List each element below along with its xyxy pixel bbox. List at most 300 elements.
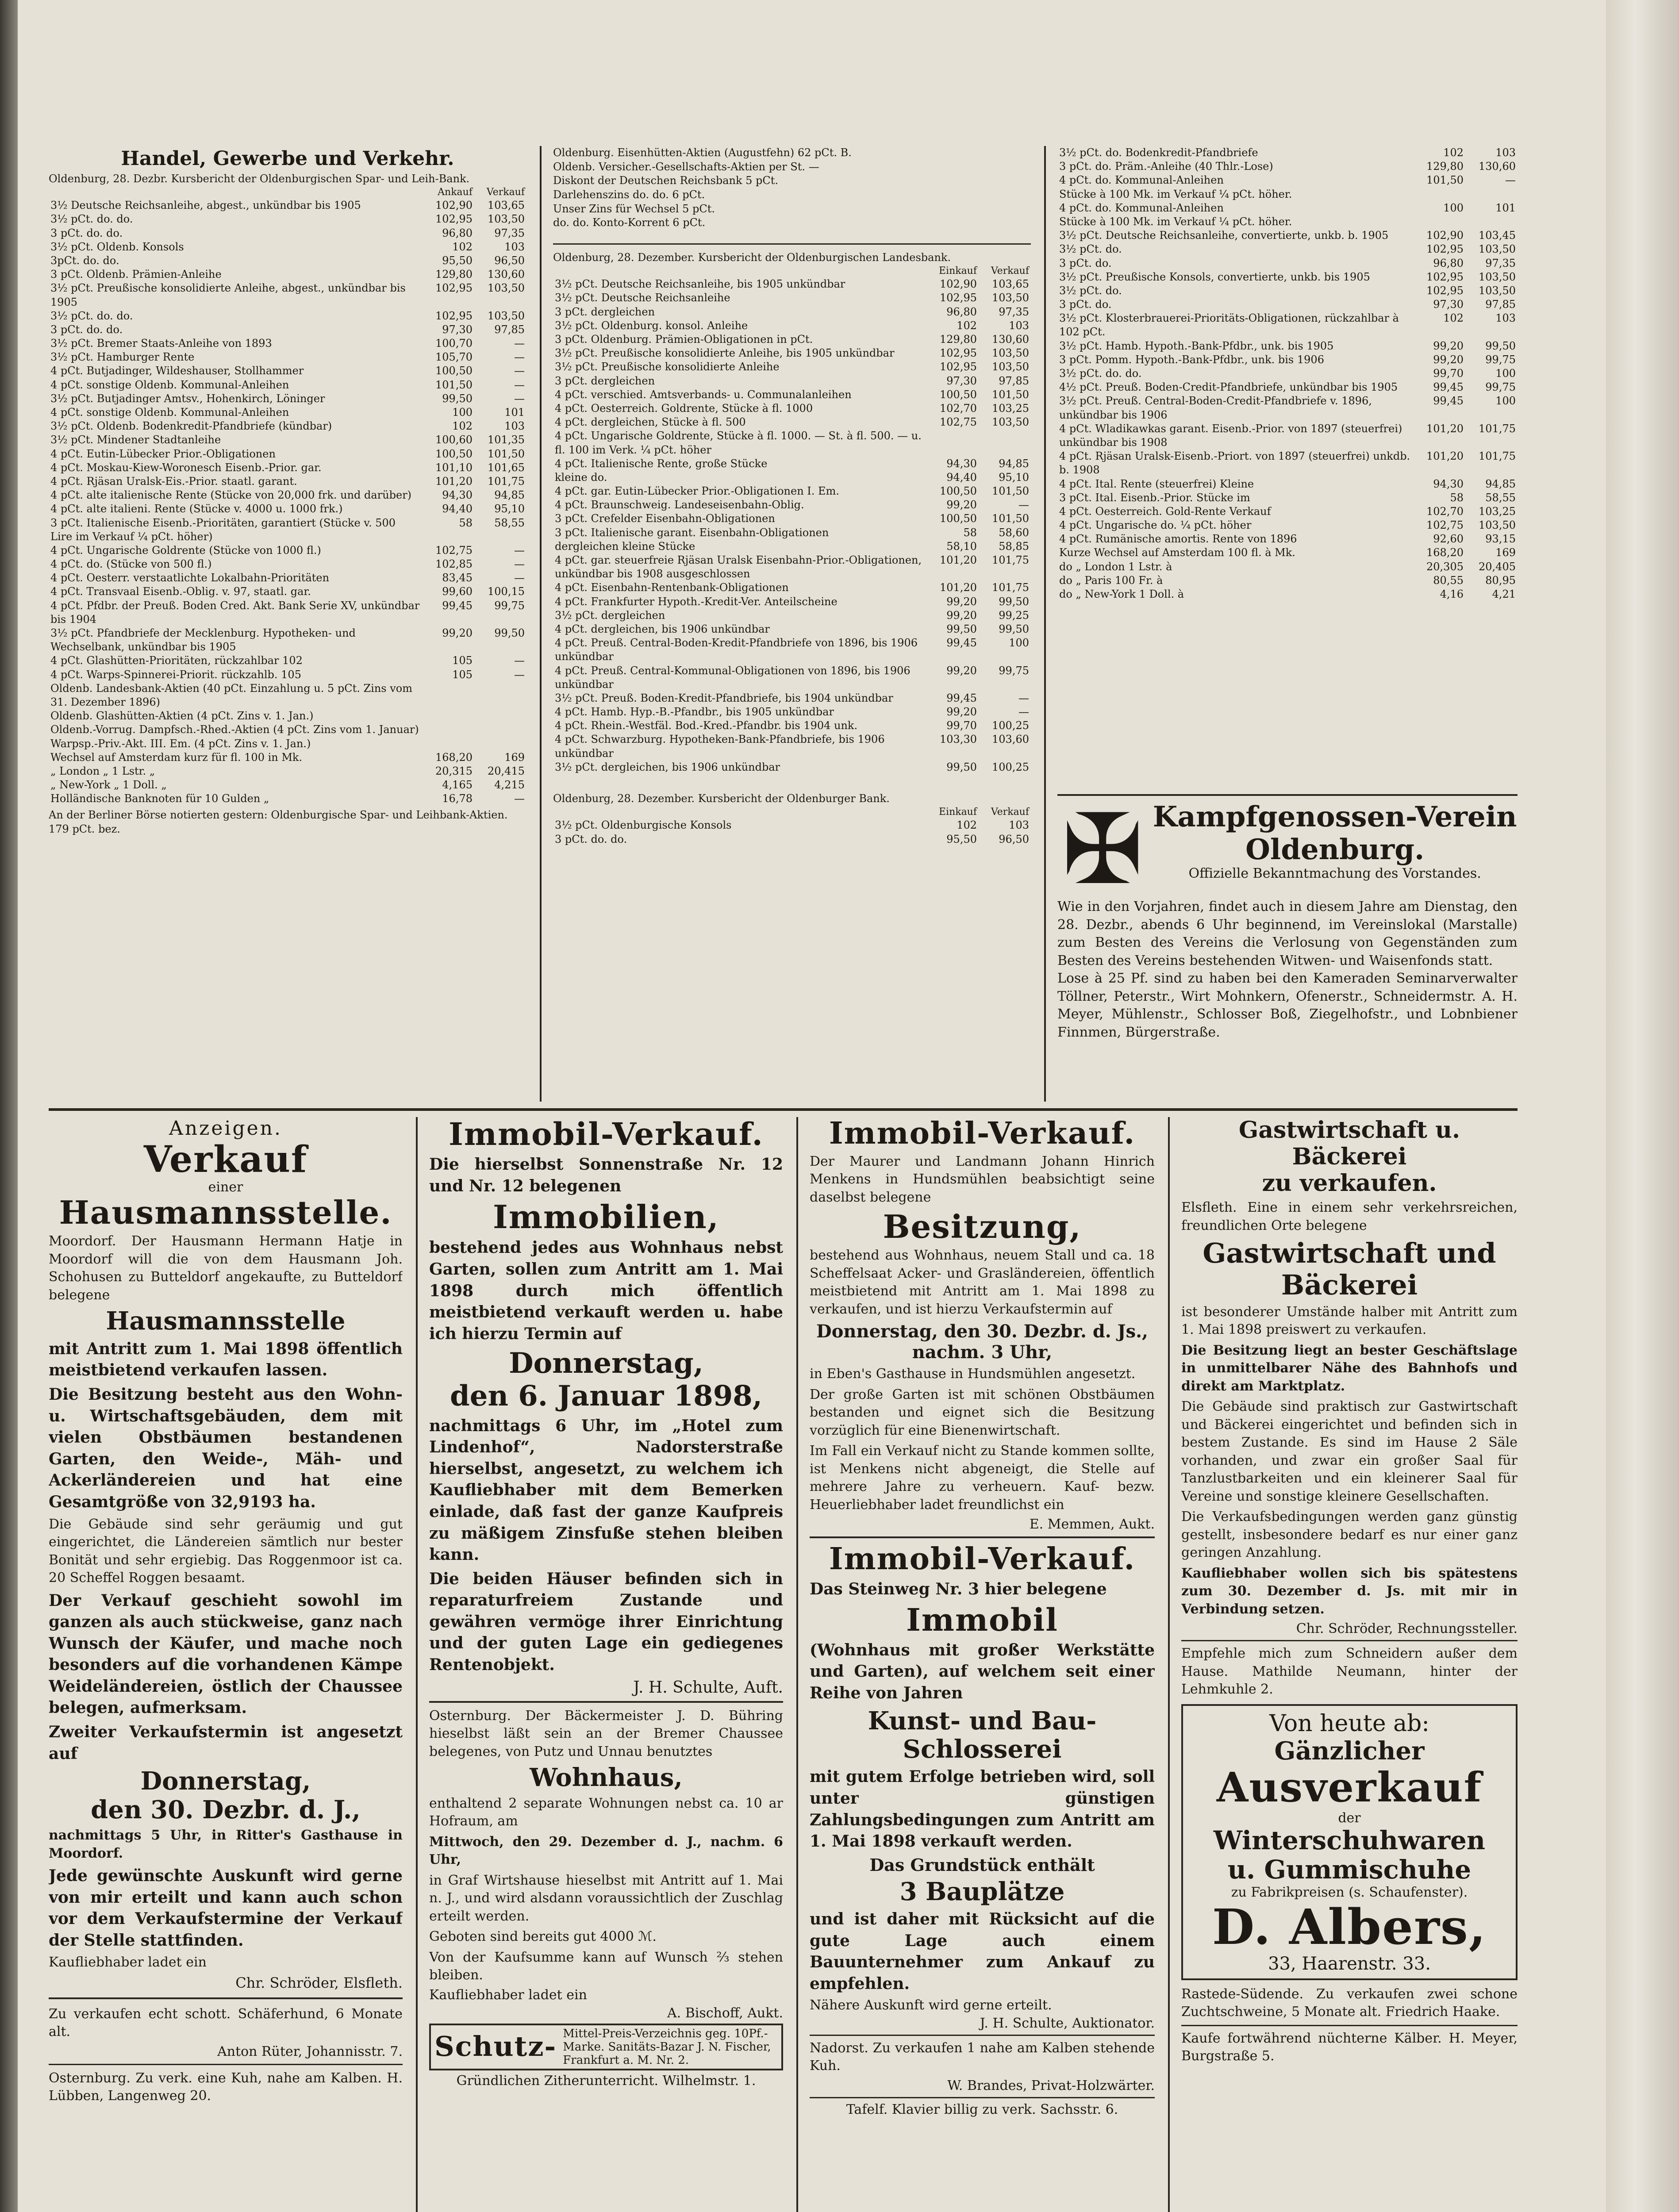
col-verkauf: Verkauf <box>486 186 525 198</box>
landesbank-row <box>553 705 1031 719</box>
handel-row <box>49 571 526 585</box>
rate-label: 4 pCt. Rumänische amortis. Rente von 1896 <box>1059 533 1297 545</box>
rate-buy: 97,30 <box>946 374 977 387</box>
landesbank-row <box>553 291 1031 305</box>
rate-buy: 96,80 <box>1433 257 1464 269</box>
rate-label: 4 pCt. Oesterreich. Gold-Rente Verkauf <box>1059 505 1271 518</box>
rate-sell: 101,65 <box>488 461 525 474</box>
ad2-p8: Geboten sind bereits gut 4000 ℳ. <box>429 1929 657 1945</box>
rate-buy: 102,95 <box>1426 270 1464 283</box>
rate-label: Holländische Banknoten für 10 Gulden „ <box>50 792 269 805</box>
rate-label: 3½ pCt. dergleichen, bis 1906 unkündbar <box>555 760 780 773</box>
rate-label: 4 pCt. sonstige Oldenb. Kommunal-Anleihen <box>50 406 289 419</box>
mid-top-row: Oldenburg. Eisenhütten-Aktien (Augustfehn) 62 pCt. B. <box>553 146 852 159</box>
rate-sell: 130,60 <box>488 268 525 281</box>
landesbank-table <box>553 265 1031 774</box>
right-rate-row <box>1057 284 1518 298</box>
ad3-p10: und ist daher mit Rücksicht auf die gute Lage auch einem Bauunternehmer zum Ankauf zu empfehlen. <box>810 1910 1155 1993</box>
right-table <box>1057 146 1518 601</box>
ad4-p5: Die Verkaufsbedingungen werden ganz günstig gestellt, insbesondere bedarf es nur einer ganz geringen Anzahlung. <box>1181 1509 1518 1561</box>
ad2-p2: bestehend jedes aus Wohnhaus nebst Garten, sollen zum Antritt am 1. Mai 1898 durch mich öffentlich meistbietend verkauft werden u. habe ich hierzu Termin auf <box>429 1238 783 1343</box>
rate-buy: 100 <box>1443 201 1464 214</box>
rate-sell: 103,50 <box>992 416 1029 429</box>
ad3-small-1: Nadorst. Zu verkaufen 1 nahe am Kalben stehende Kuh. <box>810 2040 1155 2074</box>
rate-buy: 99,50 <box>946 622 977 635</box>
rate-label: do „ Paris 100 Fr. à <box>1059 574 1163 587</box>
landesbank-row <box>553 691 1031 705</box>
rate-label: Warpsp.-Priv.-Akt. III. Em. (4 pCt. Zins v. 1. Jan.) <box>50 737 311 750</box>
rate-buy: 101,20 <box>940 554 977 567</box>
landesbank-title: Oldenburg, 28. Dezember. Kursbericht der Oldenburgischen Landesbank. <box>553 251 951 264</box>
rate-label: 3½ pCt. Deutsche Reichsanleihe, convertierte, unkb. b. 1905 <box>1059 229 1389 242</box>
right-rate-row <box>1057 574 1518 588</box>
immobil-verkauf-ad-2 <box>810 1117 1155 2212</box>
rate-buy: 100,50 <box>435 365 473 377</box>
rate-buy: 102,95 <box>435 309 473 322</box>
rate-label: 4 pCt. Ital. Rente (steuerfrei) Kleine <box>1059 477 1254 490</box>
rate-sell: 103,60 <box>992 733 1029 746</box>
rate-sell: 103 <box>504 240 525 253</box>
rate-buy: 92,60 <box>1433 533 1464 545</box>
rate-buy <box>1413 215 1465 229</box>
handel-row <box>49 323 526 337</box>
rate-label: do „ New-York 1 Doll. à <box>1059 588 1184 600</box>
ad3-signature-2: J. H. Schulte, Auktionator. <box>980 2015 1155 2031</box>
hausmannsstelle-title-2: Hausmannsstelle <box>106 1306 346 1336</box>
rate-sell: — <box>514 378 525 391</box>
anzeigen-heading: Anzeigen. <box>169 1117 282 1140</box>
rate-sell: 97,35 <box>494 227 525 239</box>
rate-sell: — <box>1018 691 1029 704</box>
rate-buy: 102 <box>1443 146 1464 159</box>
handel-row <box>49 227 526 240</box>
rate-sell: 58,60 <box>999 526 1029 539</box>
divider <box>1181 2025 1518 2026</box>
ad4-title-2: Gastwirtschaft und <box>1203 1237 1496 1270</box>
newspaper-page <box>18 0 1606 2212</box>
rate-sell: 100 <box>1495 367 1516 380</box>
divider <box>1181 1640 1518 1641</box>
rate-buy: 99,20 <box>946 595 977 608</box>
rate-buy: 83,45 <box>442 572 473 584</box>
landesbank-row <box>553 733 1031 760</box>
rate-sell: 103,25 <box>992 402 1029 415</box>
rate-buy <box>422 682 474 709</box>
rate-label: 3 pCt. dergleichen <box>555 374 655 387</box>
rate-label: 3 pCt. do. do. <box>555 833 627 845</box>
ad3-small-2: Tafelf. Klavier billig zu verk. Sachsstr. 6. <box>846 2101 1118 2117</box>
rate-sell: 103 <box>1495 312 1516 325</box>
landesbank-row <box>553 622 1031 636</box>
rate-label: 4 pCt. Schwarzburg. Hypotheken-Bank-Pfandbriefe, bis 1906 unkündbar <box>555 733 885 760</box>
rate-label: 3½ pCt. do. Bodenkredit-Pfandbriefe <box>1059 146 1258 159</box>
rate-label: 4 pCt. do. Kommunal-Anleihen <box>1059 201 1224 214</box>
rate-sell: 97,85 <box>999 374 1029 387</box>
rate-label: 3 pCt. Oldenburg. Prämien-Obligationen in pCt. <box>555 333 813 346</box>
ad4-small-3: Kaufe fortwährend nüchterne Kälber. H. Meyer, Burgstraße 5. <box>1181 2030 1518 2064</box>
rate-buy: 101,20 <box>1426 450 1464 463</box>
rate-buy: 102 <box>957 819 977 832</box>
rate-label: 3½ pCt. Preuß. Central-Boden-Credit-Pfandbriefe v. 1896, unkündbar bis 1906 <box>1059 395 1372 421</box>
rate-buy: 100,50 <box>940 485 977 498</box>
right-rate-row <box>1057 201 1518 215</box>
handel-row <box>49 475 526 488</box>
rate-buy: 100,50 <box>940 388 977 401</box>
rate-label: 3½ pCt. Preußische konsolidierte Anleihe, bis 1905 unkündbar <box>555 347 895 360</box>
rate-sell: 169 <box>1495 546 1516 559</box>
col-einkauf-2: Einkauf <box>938 806 977 818</box>
handel-row <box>49 544 526 557</box>
ad4-p2: ist besonderer Umstände halber mit Antritt zum 1. Mai 1898 preiswert zu verkaufen. <box>1181 1304 1518 1338</box>
ad4-gaenzlicher: Gänzlicher <box>1274 1736 1425 1766</box>
rate-label: 3½ pCt. Deutsche Reichsanleihe, bis 1905 unkündbar <box>555 278 845 291</box>
rate-sell: — <box>1505 174 1516 187</box>
ad2-p10: Kaufliebhaber ladet ein <box>429 1987 587 2003</box>
rate-buy: 80,55 <box>1433 574 1464 587</box>
handel-row <box>49 723 526 737</box>
rate-buy: 102,95 <box>435 213 473 226</box>
rate-sell <box>474 737 526 751</box>
handel-row <box>49 419 526 433</box>
rate-label: 4 pCt. Preuß. Central-Kommunal-Obligationen von 1896, bis 1906 unkündbar <box>555 664 911 691</box>
rate-label: 3½ pCt. do. <box>1059 284 1122 297</box>
rate-buy: 100,60 <box>435 434 473 446</box>
rate-label: 4 pCt. Butjadinger, Wildeshauser, Stollhammer <box>50 365 304 377</box>
rate-buy: 97,30 <box>442 323 473 336</box>
rate-buy: 97,30 <box>1433 298 1464 311</box>
rate-label: 4 pCt. sonstige Oldenb. Kommunal-Anleihen <box>50 378 289 391</box>
landesbank-row <box>553 636 1031 664</box>
right-rate-row <box>1057 477 1518 491</box>
rate-label: 3 pCt. do. do. <box>50 323 123 336</box>
ad4-p4: Die Gebäude sind praktisch zur Gastwirtschaft und Bäckerei eingerichtet und befinden sich in bestem Zustande. Es sind im Hause 2 Säle vorhanden, und zwar ein großer Saal für Tanzlustbarkeiten und ein kleinerer Saal für Vereine und sonstige kleinere Gesellschaften. <box>1181 1399 1518 1504</box>
verkauf-title: Verkauf <box>143 1138 308 1181</box>
ad3-p8: mit gutem Erfolge betrieben wird, soll unter günstigen Zahlungsbedingungen zum Antritt am 1. Mai 1898 verkauft werden. <box>810 1767 1155 1851</box>
right-rates-column <box>1057 146 1518 787</box>
handel-row <box>49 751 526 764</box>
rate-sell: 96,50 <box>494 254 525 267</box>
rate-sell: 20,405 <box>1479 560 1516 573</box>
right-rate-row <box>1057 339 1518 353</box>
rate-label: 4 pCt. dergleichen, Stücke à fl. 500 <box>555 416 746 429</box>
divider <box>1057 794 1518 796</box>
handel-row <box>49 309 526 323</box>
landesbank-row <box>553 457 1031 471</box>
rate-label: 4 pCt. dergleichen, bis 1906 unkündbar <box>555 622 770 635</box>
ad3-small-1b: W. Brandes, Privat-Holzwärter. <box>947 2078 1155 2093</box>
rate-sell: 58,55 <box>494 516 525 529</box>
rate-sell: 103,50 <box>992 292 1029 304</box>
rate-buy: 102,95 <box>1426 243 1464 256</box>
right-rate-row <box>1057 422 1518 449</box>
right-rate-row <box>1057 173 1518 187</box>
right-rate-row <box>1057 546 1518 560</box>
rate-sell: 94,85 <box>999 457 1029 470</box>
rate-label: 3pCt. do. do. <box>50 254 119 267</box>
rate-sell: 4,215 <box>494 779 525 791</box>
rate-buy: 99,45 <box>946 691 977 704</box>
col-verkauf: Verkauf <box>991 265 1029 276</box>
rate-sell: 103,50 <box>488 309 525 322</box>
ad4-small: Empfehle mich zum Schneidern außer dem Hause. Mathilde Neumann, hinter der Lehmkuhle 2. <box>1181 1646 1518 1697</box>
ad3-p2: bestehend aus Wohnhaus, neuem Stall und ca. 18 Scheffelsaat Acker- und Grasländereien, öffentlich meistbietend mit Antritt am 1. Mai 1898 zu verkaufen, und ist hierzu Verkaufstermin auf <box>810 1248 1155 1317</box>
divider <box>49 1997 403 1999</box>
rate-label: 4 pCt. Eutin-Lübecker Prior.-Obligationen <box>50 447 276 460</box>
landesbank-row <box>553 526 1031 540</box>
handel-row <box>49 461 526 475</box>
landesbank-row <box>553 719 1031 733</box>
rate-label: „ New-York „ 1 Doll. „ <box>50 779 167 791</box>
rate-sell: 99,75 <box>1485 353 1516 366</box>
rate-label: 4 pCt. do. (Stücke von 500 fl.) <box>50 558 212 571</box>
rate-sell: 100,25 <box>992 760 1029 773</box>
ad3-p3: in Eben's Gasthause in Hundsmühlen angesetzt. <box>810 1366 1136 1382</box>
right-rate-row <box>1057 380 1518 394</box>
rate-sell: 97,85 <box>1485 298 1516 311</box>
column-divider <box>540 146 542 1102</box>
rate-buy: 101,50 <box>1426 174 1464 187</box>
rate-sell <box>474 682 526 709</box>
ad2-p6: enthaltend 2 separate Wohnungen nebst ca. 10 ar Hofraum, am <box>429 1795 783 1829</box>
rate-buy: 101,20 <box>940 581 977 594</box>
rate-label: 3 pCt. do. Präm.-Anleihe (40 Thlr.-Lose) <box>1059 160 1273 173</box>
ad4-title-3: Bäckerei <box>1281 1268 1418 1301</box>
right-rate-row <box>1057 353 1518 367</box>
handel-row <box>49 406 526 419</box>
rate-label: 4 pCt. Preuß. Central-Boden-Kredit-Pfandbriefe von 1896, bis 1906 unkündbar <box>555 637 918 663</box>
rate-buy: 100,50 <box>940 512 977 525</box>
ad2-title-3: Wohnhaus, <box>530 1763 683 1793</box>
rate-sell: 101,50 <box>992 512 1029 525</box>
rate-label: 4 pCt. Hamb. Hyp.-B.-Pfandbr., bis 1905 unkündbar <box>555 706 834 718</box>
ad3-date: Donnerstag, den 30. Dezbr. d. Js., nachm. 3 Uhr, <box>816 1321 1148 1363</box>
rate-buy: 99,70 <box>946 719 977 732</box>
mid-top-row: Unser Zins für Wechsel 5 pCt. <box>553 202 715 215</box>
rate-buy: 102,85 <box>435 558 473 571</box>
handel-row <box>49 516 526 544</box>
rate-sell: 100 <box>1009 637 1029 649</box>
kampfgenossen-ad <box>1057 801 1518 1102</box>
landesbank-row <box>553 760 1031 774</box>
rate-buy: 105 <box>452 654 473 667</box>
ad3-signature: E. Memmen, Aukt. <box>1029 1517 1155 1532</box>
rate-sell: 97,35 <box>999 305 1029 318</box>
rate-sell: 103,50 <box>1479 284 1516 297</box>
handel-column <box>49 146 526 1102</box>
ad2-p3: nachmittags 6 Uhr, im „Hotel zum Lindenhof“, Nadorsterstraße hierselbst, angesetzt, zu welchem ich Kaufliebhaber mit dem Bemerken einlade, daß fast der ganze Kaufpreis zu mäßigem Zinsfuße stehen bleiben kann. <box>429 1416 783 1564</box>
rate-label: 3½ pCt. dergleichen <box>555 609 665 622</box>
landesbank-row <box>553 388 1031 402</box>
rate-sell: 99,75 <box>1485 381 1516 394</box>
rate-sell: 99,50 <box>999 595 1029 608</box>
landesbank-row <box>553 429 1031 457</box>
rate-buy: 101,10 <box>435 461 473 474</box>
rate-buy: 129,80 <box>1426 160 1464 173</box>
right-rate-row <box>1057 229 1518 242</box>
rate-sell: 101,75 <box>488 475 525 488</box>
rate-buy: 58 <box>1450 491 1464 504</box>
rate-sell: 97,35 <box>1485 257 1516 269</box>
handel-table <box>49 186 526 806</box>
rate-sell: 99,75 <box>494 599 525 612</box>
rate-sell <box>474 723 526 737</box>
handel-row <box>49 737 526 751</box>
rate-label: 4 pCt. alte italieni. Rente (Stücke v. 4000 u. 1000 frk.) <box>50 503 343 515</box>
handel-row <box>49 254 526 268</box>
ad2-p5: Osternburg. Der Bäckermeister J. D. Bühring hieselbst läßt sein an der Bremer Chaussee belegenes, von Putz und Unnau benutztes <box>429 1708 783 1759</box>
rate-sell: 103 <box>504 420 525 433</box>
ad1-p3: Die Besitzung besteht aus den Wohn- u. Wirtschaftsgebäuden, dem mit vielen Obstbäumen bestandenen Garten, den Weide-, Mäh- und Ackerländereien und hat eine Gesamtgröße von 32,9193 ha. <box>49 1385 403 1511</box>
rate-label: 4 pCt. Oesterr. verstaatlichte Lokalbahn-Prioritäten <box>50 572 330 584</box>
rate-sell: 103 <box>1009 319 1029 332</box>
rate-sell: 100,15 <box>488 585 525 598</box>
rate-label: „ London „ 1 Lstr. „ <box>50 764 155 777</box>
rate-buy: 94,30 <box>946 457 977 470</box>
handel-row <box>49 654 526 668</box>
column-divider <box>416 1117 418 2212</box>
hausmannsstelle-ad <box>49 1117 403 2212</box>
ad4-ausverkauf: Ausverkauf <box>1216 1763 1483 1812</box>
handel-subtitle: Oldenburg, 28. Dezbr. Kursbericht der Oldenburgischen Spar- und Leih-Bank. <box>49 172 470 185</box>
landesbank-row <box>553 581 1031 595</box>
rate-buy: 102,90 <box>940 278 977 291</box>
ad1-small-1: Zu verkaufen echt schott. Schäferhund, 6 Monate alt. <box>49 2006 403 2040</box>
rate-sell: 101,35 <box>488 434 525 446</box>
rate-sell: 95,10 <box>999 471 1029 484</box>
rate-label: Oldenb. Landesbank-Aktien (40 pCt. Einzahlung u. 5 pCt. Zins vom 31. Dezember 1896) <box>50 682 412 708</box>
handel-row <box>49 433 526 447</box>
ad4-title-b: zu verkaufen. <box>1262 1169 1437 1197</box>
handel-row <box>49 268 526 281</box>
rate-buy: 99,45 <box>946 637 977 649</box>
rate-buy: 99,20 <box>946 609 977 622</box>
rate-sell: 58,55 <box>1485 491 1516 504</box>
schutz-text: Mittel-Preis-Verzeichnis geg. 10Pf.-Marke. Sanitäts-Bazar J. N. Fischer, Frankfurt a. M. Nr. 2. <box>563 2027 771 2067</box>
rate-buy: 99,20 <box>1433 339 1464 352</box>
rate-buy: 58,10 <box>946 540 977 553</box>
ad3-title-7: 3 Bauplätze <box>899 1877 1065 1906</box>
ad4-p6: Kaufliebhaber wollen sich bis spätestens zum 30. Dezember d. Js. mit mir in Verbindung setzen. <box>1181 1565 1518 1617</box>
rate-sell <box>1465 188 1518 201</box>
rate-buy: 129,80 <box>940 333 977 346</box>
rate-sell: — <box>1018 499 1029 511</box>
landesbank-row <box>553 609 1031 622</box>
ad2-p1: Die hierselbst Sonnenstraße Nr. 12 und Nr. 12 belegenen <box>429 1155 783 1195</box>
rate-buy: 102,95 <box>940 292 977 304</box>
ad3-p5: Im Fall ein Verkauf nicht zu Stande kommen sollte, ist Menkens nicht abgeneigt, die Stelle auf mehrere Jahre zu verheuern. Kauf- bezw. Heuerliebhaber ladet freundlichst ein <box>810 1443 1155 1513</box>
right-rate-row <box>1057 560 1518 574</box>
rate-buy: 105,70 <box>435 351 473 364</box>
rate-sell <box>1465 215 1518 229</box>
ad1-p1: Moordorf. Der Hausmann Hermann Hatje in Moordorf will die von dem Hausmann Joh. Schohusen zu Butteldorf angekaufte, zu Butteldorf belegene <box>49 1233 403 1303</box>
handel-row <box>49 682 526 709</box>
rate-buy: 99,20 <box>946 664 977 677</box>
rate-buy: 102,95 <box>435 282 473 295</box>
rate-buy: 96,80 <box>946 305 977 318</box>
rate-buy: 101,20 <box>435 475 473 488</box>
handel-footnote: An der Berliner Börse notierten gestern: Oldenburgische Spar- und Leihbank-Aktien. 179 pCt. bez. <box>49 809 508 836</box>
kampf-text-2: Lose à 25 Pf. sind zu haben bei den Kameraden Seminarverwalter Töllner, Peterstr., Wirt Mohnkern, Ofenerstr., Schneidermstr. A. H. Meyer, Mühlenstr., Schlosser Boß, Ziegelhofstr., und Lobnbiener Finnmen, Bürgerstraße. <box>1057 971 1518 1040</box>
rate-label: 3½ pCt. Klosterbrauerei-Prioritäts-Obligationen, rückzahlbar à 102 pCt. <box>1059 312 1399 338</box>
rate-sell: 103,50 <box>1479 270 1516 283</box>
rate-sell: 103,65 <box>992 278 1029 291</box>
rate-buy: 4,165 <box>442 779 473 791</box>
kampf-title: Kampfgenossen-Verein <box>1153 801 1517 833</box>
rate-buy: 102,70 <box>1426 505 1464 518</box>
rate-sell: 93,15 <box>1485 533 1516 545</box>
rate-buy: 100 <box>452 406 473 419</box>
rate-label: 4 pCt. Rjäsan Uralsk-Eis.-Prior. staatl. garant. <box>50 475 297 488</box>
rate-buy: 99,45 <box>1433 381 1464 394</box>
rate-sell: — <box>514 558 525 571</box>
rate-sell: 103,50 <box>1479 519 1516 532</box>
handel-row <box>49 709 526 723</box>
right-rate-row <box>1057 215 1518 229</box>
rate-sell: 101,50 <box>488 447 525 460</box>
rate-label: 3 pCt. do. <box>1059 257 1112 269</box>
rate-buy: 99,70 <box>1433 367 1464 380</box>
rate-buy: 95,50 <box>442 254 473 267</box>
rate-sell: 103,50 <box>488 213 525 226</box>
handel-row <box>49 350 526 364</box>
rate-label: 3 pCt. Crefelder Eisenbahn-Obligationen <box>555 512 775 525</box>
rate-label: 4 pCt. Glashütten-Prioritäten, rückzahlbar 102 <box>50 654 303 667</box>
right-rate-row <box>1057 270 1518 284</box>
rate-label: 3½ pCt. Deutsche Reichsanleihe <box>555 292 730 304</box>
column-divider <box>1168 1117 1170 2212</box>
rate-label: 3½ pCt. Butjadinger Amtsv., Hohenkirch, Löninger <box>50 392 325 405</box>
rate-buy: 99,20 <box>946 499 977 511</box>
right-rate-row <box>1057 311 1518 339</box>
rate-buy: 102,95 <box>1426 284 1464 297</box>
ad1-p7: nachmittags 5 Uhr, in Ritter's Gasthause in Moordorf. <box>49 1828 403 1861</box>
rate-sell: 103,65 <box>488 199 525 212</box>
ad3-p9: Das Grundstück enthält <box>869 1855 1095 1875</box>
rate-buy: 16,78 <box>442 792 473 805</box>
right-rate-row <box>1057 298 1518 311</box>
handel-row <box>49 488 526 502</box>
col-verkauf-2: Verkauf <box>991 806 1029 818</box>
rate-label: 4 pCt. Rjäsan Uralsk-Eisenb.-Priort. von 1897 (steuerfrei) unkdb. b. 1908 <box>1059 450 1410 476</box>
immobil-verkauf-ad-1 <box>429 1117 783 2212</box>
landesbank-row <box>553 374 1031 388</box>
page-content <box>49 146 1518 2212</box>
rate-buy: 101,50 <box>435 378 473 391</box>
rate-label: 3½ pCt. Preußische konsolidierte Anleihe <box>555 361 780 373</box>
ad3-title-3: Immobil-Verkauf. <box>829 1541 1136 1577</box>
rate-label: 4 pCt. Transvaal Eisenb.-Oblig. v. 97, staatl. gar. <box>50 585 311 598</box>
rate-buy: 20,305 <box>1426 560 1464 573</box>
rate-sell: 130,60 <box>1479 160 1516 173</box>
rate-sell: 97,85 <box>494 323 525 336</box>
landesbank-row <box>553 415 1031 429</box>
rate-sell: 95,10 <box>494 503 525 515</box>
rate-label: 4 pCt. gar. Eutin-Lübecker Prior.-Obligationen I. Em. <box>555 485 839 498</box>
rate-label: 4 pCt. Moskau-Kiew-Woronesch Eisenb.-Prior. gar. <box>50 461 322 474</box>
rate-buy: 99,50 <box>946 760 977 773</box>
rate-sell: 169 <box>504 751 525 764</box>
rate-buy: 102 <box>452 240 473 253</box>
rate-sell: 101 <box>504 406 525 419</box>
iron-cross-icon: ✠ <box>1062 801 1144 906</box>
rate-label: 3½ pCt. Hamb. Hypoth.-Bank-Pfdbr., unk. bis 1905 <box>1059 339 1334 352</box>
rate-buy: 103,30 <box>940 733 977 746</box>
rate-label: Oldenb.-Vorrug. Dampfsch.-Rhed.-Aktien (4 pCt. Zins vom 1. Januar) <box>50 723 419 736</box>
rate-label: 4 pCt. Ungarische Goldrente, Stücke à fl. 1000. — St. à fl. 500. — u. fl. 100 im Verk. ¼ pCt. höher <box>555 430 922 456</box>
rate-label: Stücke à 100 Mk. im Verkauf ¼ pCt. höher. <box>1059 188 1292 200</box>
col-einkauf: Einkauf <box>938 265 977 276</box>
right-rate-row <box>1057 367 1518 380</box>
